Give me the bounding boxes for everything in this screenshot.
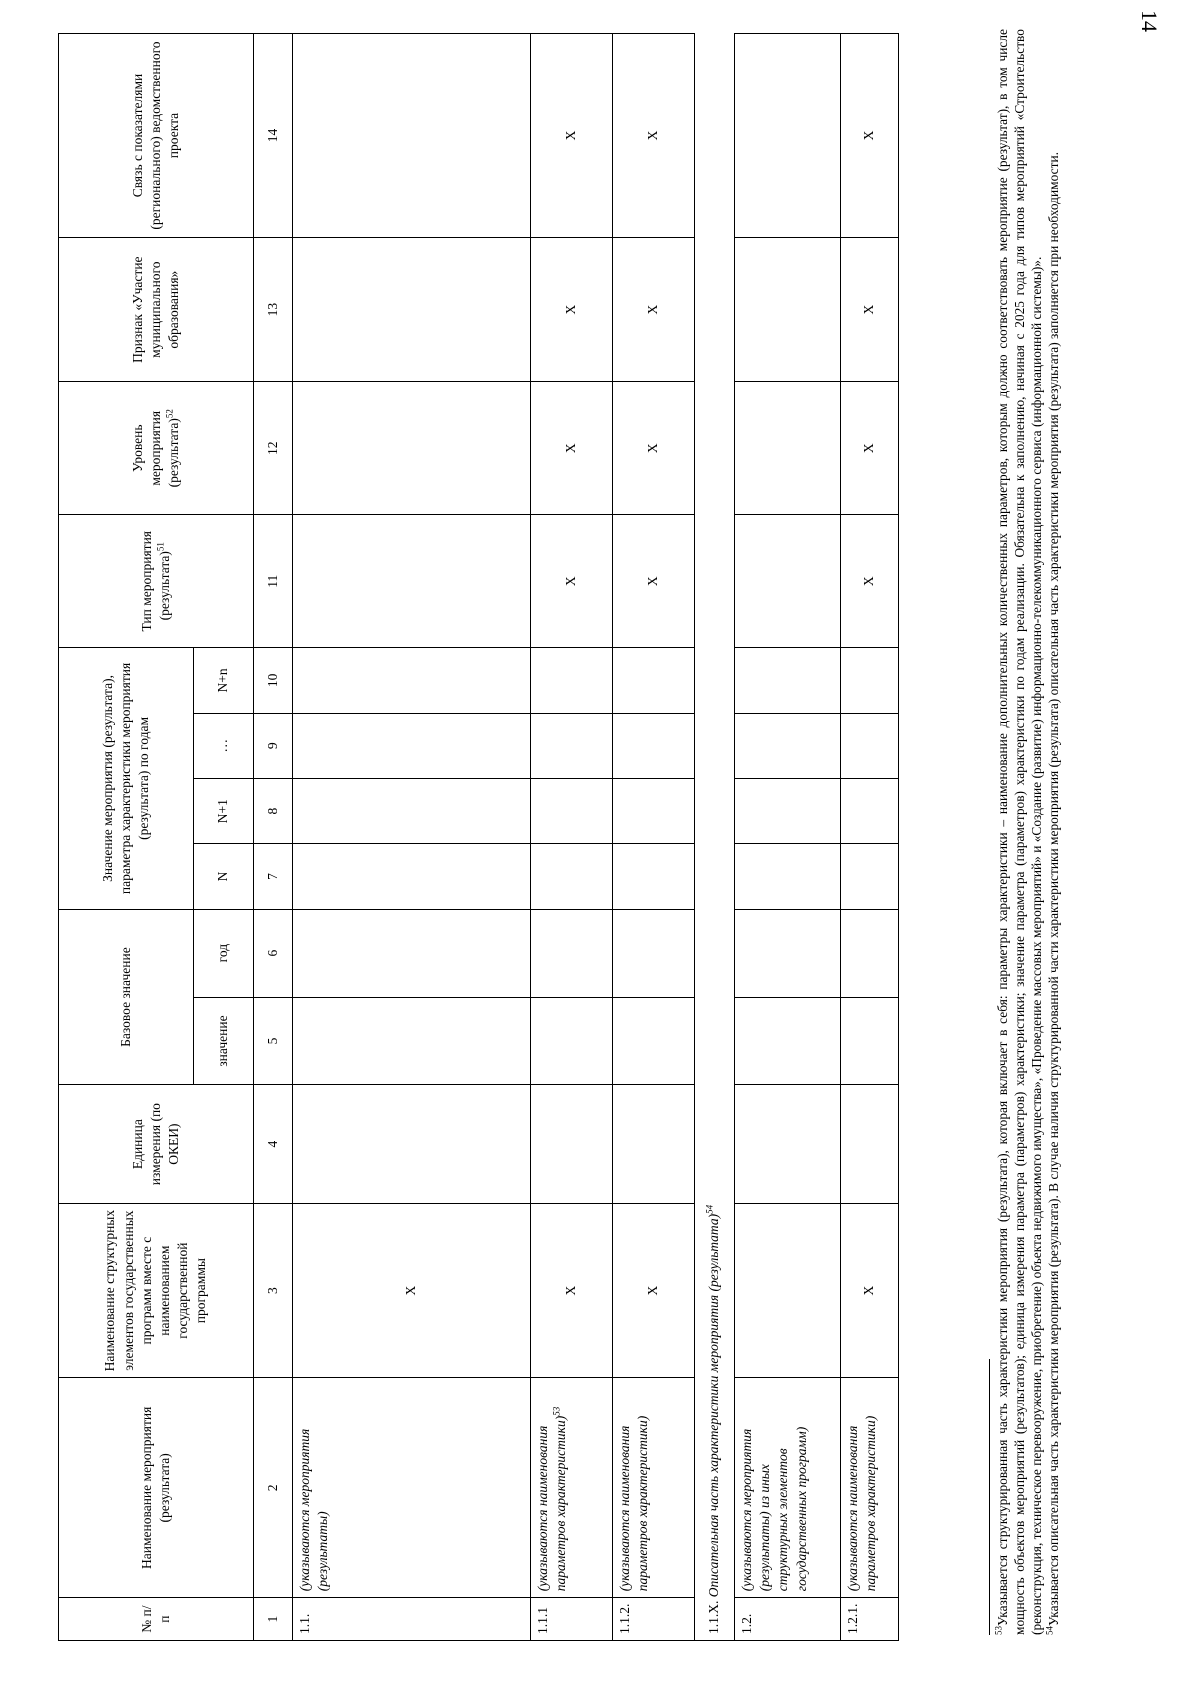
row-structural-element <box>735 1203 841 1378</box>
row-type: X <box>531 515 613 648</box>
row-name: (указываются наименования параметров характеристики) <box>841 1378 899 1598</box>
row-year-nn <box>531 648 613 713</box>
row-year-n1 <box>293 778 531 843</box>
row-base-value <box>293 997 531 1085</box>
column-number: 5 <box>254 997 293 1085</box>
row-type <box>293 515 531 648</box>
row-municipal-flag: X <box>531 238 613 382</box>
row-base-value <box>841 997 899 1085</box>
row-project-link <box>735 34 841 238</box>
results-table <box>58 33 899 1641</box>
column-number: 7 <box>254 844 293 909</box>
header-unit: Единица измерения (по ОКЕИ) <box>59 1085 254 1203</box>
results-table-wrapper <box>58 33 899 1641</box>
row-base-year <box>293 909 531 997</box>
row-year-n <box>531 844 613 909</box>
row-year-dots <box>531 713 613 778</box>
row-structural-element: X <box>293 1203 531 1378</box>
header-year-n: N <box>194 844 254 909</box>
row-level: X <box>613 382 695 515</box>
column-number: 3 <box>254 1203 293 1378</box>
row-unit <box>841 1085 899 1203</box>
row-type: X <box>841 515 899 648</box>
header-structural-elements: Наименование структурных элементов государственных программ вместе с наименованием государственной программы <box>59 1203 254 1378</box>
row-project-link <box>293 34 531 238</box>
row-year-n1 <box>841 778 899 843</box>
header-num: № п/п <box>59 1598 254 1641</box>
row-structural-element: X <box>531 1203 613 1378</box>
row-project-link: X <box>841 34 899 238</box>
row-type <box>735 515 841 648</box>
header-base-value-value: значение <box>194 997 254 1085</box>
header-name: Наименование мероприятия (результата) <box>59 1378 254 1598</box>
row-unit <box>531 1085 613 1203</box>
row-year-dots <box>613 713 695 778</box>
header-base-value-year: год <box>194 909 254 997</box>
table-row <box>735 34 841 1641</box>
row-base-year <box>613 909 695 997</box>
header-row-top <box>59 34 94 1641</box>
footnote-separator <box>989 1359 990 1635</box>
column-number: 12 <box>254 382 293 515</box>
row-name: (указываются мероприятия (результаты) из иных структурных элементов государственных программ) <box>735 1378 841 1598</box>
page-number: 14 <box>1137 10 1162 32</box>
row-year-n1 <box>735 778 841 843</box>
column-number: 2 <box>254 1378 293 1598</box>
row-base-value <box>613 997 695 1085</box>
descriptive-cell: 1.1.X. Описательная часть характеристики мероприятия (результата)$^{54}$ <box>695 34 735 1641</box>
column-number: 13 <box>254 238 293 382</box>
row-year-nn <box>735 648 841 713</box>
header-year-nn: N+n <box>194 648 254 713</box>
header-year-dots: … <box>194 713 254 778</box>
row-type: X <box>613 515 695 648</box>
row-municipal-flag: X <box>841 238 899 382</box>
row-year-nn <box>841 648 899 713</box>
row-number: 1.1.1 <box>531 1598 613 1641</box>
row-year-dots <box>735 713 841 778</box>
column-number: 8 <box>254 778 293 843</box>
row-unit <box>735 1085 841 1203</box>
row-year-dots <box>841 713 899 778</box>
row-level <box>293 382 531 515</box>
footnote-ref-53: 53 <box>551 1406 562 1416</box>
row-unit <box>293 1085 531 1203</box>
header-base-value: Базовое значение <box>59 909 194 1085</box>
row-base-year <box>841 909 899 997</box>
column-number: 10 <box>254 648 293 713</box>
row-base-value <box>531 997 613 1085</box>
footnote-ref-51: 51 <box>155 542 166 552</box>
row-project-link: X <box>613 34 695 238</box>
column-number: 6 <box>254 909 293 997</box>
table-row <box>841 34 899 1641</box>
column-number: 4 <box>254 1085 293 1203</box>
table-row <box>613 34 695 1641</box>
column-number-row <box>254 34 293 1641</box>
row-name: (указываются наименования параметров характеристики) <box>613 1378 695 1598</box>
column-number: 1 <box>254 1598 293 1641</box>
row-base-year <box>735 909 841 997</box>
table-row <box>531 34 613 1641</box>
descriptive-row <box>695 34 735 1641</box>
row-structural-element: X <box>613 1203 695 1378</box>
header-year-n1: N+1 <box>194 778 254 843</box>
row-number: 1.1.2. <box>613 1598 695 1641</box>
footnote-54: $^{54}$Указывается описательная часть характеристики мероприятия (результата). В случае наличия структурированной части характеристики мероприятия (результата) описательная часть характеристики мероприятия (результата) заполняется при необходимости. <box>1045 152 1062 1635</box>
header-level: Уровень мероприятия (результата)$^{52}$ <box>59 382 254 515</box>
header-municipal-flag: Признак «Участие муниципального образования» <box>59 238 254 382</box>
row-municipal-flag <box>293 238 531 382</box>
row-year-nn <box>613 648 695 713</box>
row-level: X <box>841 382 899 515</box>
row-unit <box>613 1085 695 1203</box>
footnote-53: $^{53}$Указывается структурированная часть характеристики мероприятия (результата), которая включает в себя: параметры характеристики – наименование дополнительных количественных параметров, которым должно соответствовать мероприятие (результат), в том числе мощность объектов мероприятий (результатов); единица измерения параметра (параметров) характеристики; значение параметра (параметров) характеристики по годам реализации. Обязательна к заполнению, начиная с 2025 года для типов мероприятий «Строительство (реконструкция, техническое перевооружение, приобретение) объекта недвижимого имущества», «Проведение массовых мероприятий» и «Создание (развитие) информационно-телекоммуникационного сервиса (информационной системы)». <box>993 29 1045 1635</box>
row-structural-element: X <box>841 1203 899 1378</box>
row-number: 1.1. <box>293 1598 531 1641</box>
row-year-n1 <box>613 778 695 843</box>
row-year-n <box>613 844 695 909</box>
header-type: Тип мероприятия (результата)$^{51}$ <box>59 515 254 648</box>
row-year-n <box>735 844 841 909</box>
row-level <box>735 382 841 515</box>
row-municipal-flag <box>735 238 841 382</box>
row-level: X <box>531 382 613 515</box>
row-project-link: X <box>531 34 613 238</box>
column-number: 14 <box>254 34 293 238</box>
row-name: (указываются наименования параметров характеристики)$^{53}$ <box>531 1378 613 1598</box>
row-number: 1.2.1. <box>841 1598 899 1641</box>
footnote-ref-52: 52 <box>164 409 175 419</box>
row-year-n <box>841 844 899 909</box>
row-base-year <box>531 909 613 997</box>
header-project-link: Связь с показателями (регионального) ведомственного проекта <box>59 34 254 238</box>
row-name: (указываются мероприятия (результаты) <box>293 1378 531 1598</box>
row-year-n <box>293 844 531 909</box>
row-year-n1 <box>531 778 613 843</box>
column-number: 11 <box>254 515 293 648</box>
row-number: 1.2. <box>735 1598 841 1641</box>
row-municipal-flag: X <box>613 238 695 382</box>
table-row <box>293 34 531 1641</box>
footnote-ref-54: 54 <box>704 1204 715 1214</box>
row-base-value <box>735 997 841 1085</box>
column-number: 9 <box>254 713 293 778</box>
header-years-group: Значение мероприятия (результата), параметра характеристики мероприятия (результата) по годам <box>59 648 194 909</box>
row-year-dots <box>293 713 531 778</box>
footnotes <box>989 29 1063 1635</box>
row-year-nn <box>293 648 531 713</box>
